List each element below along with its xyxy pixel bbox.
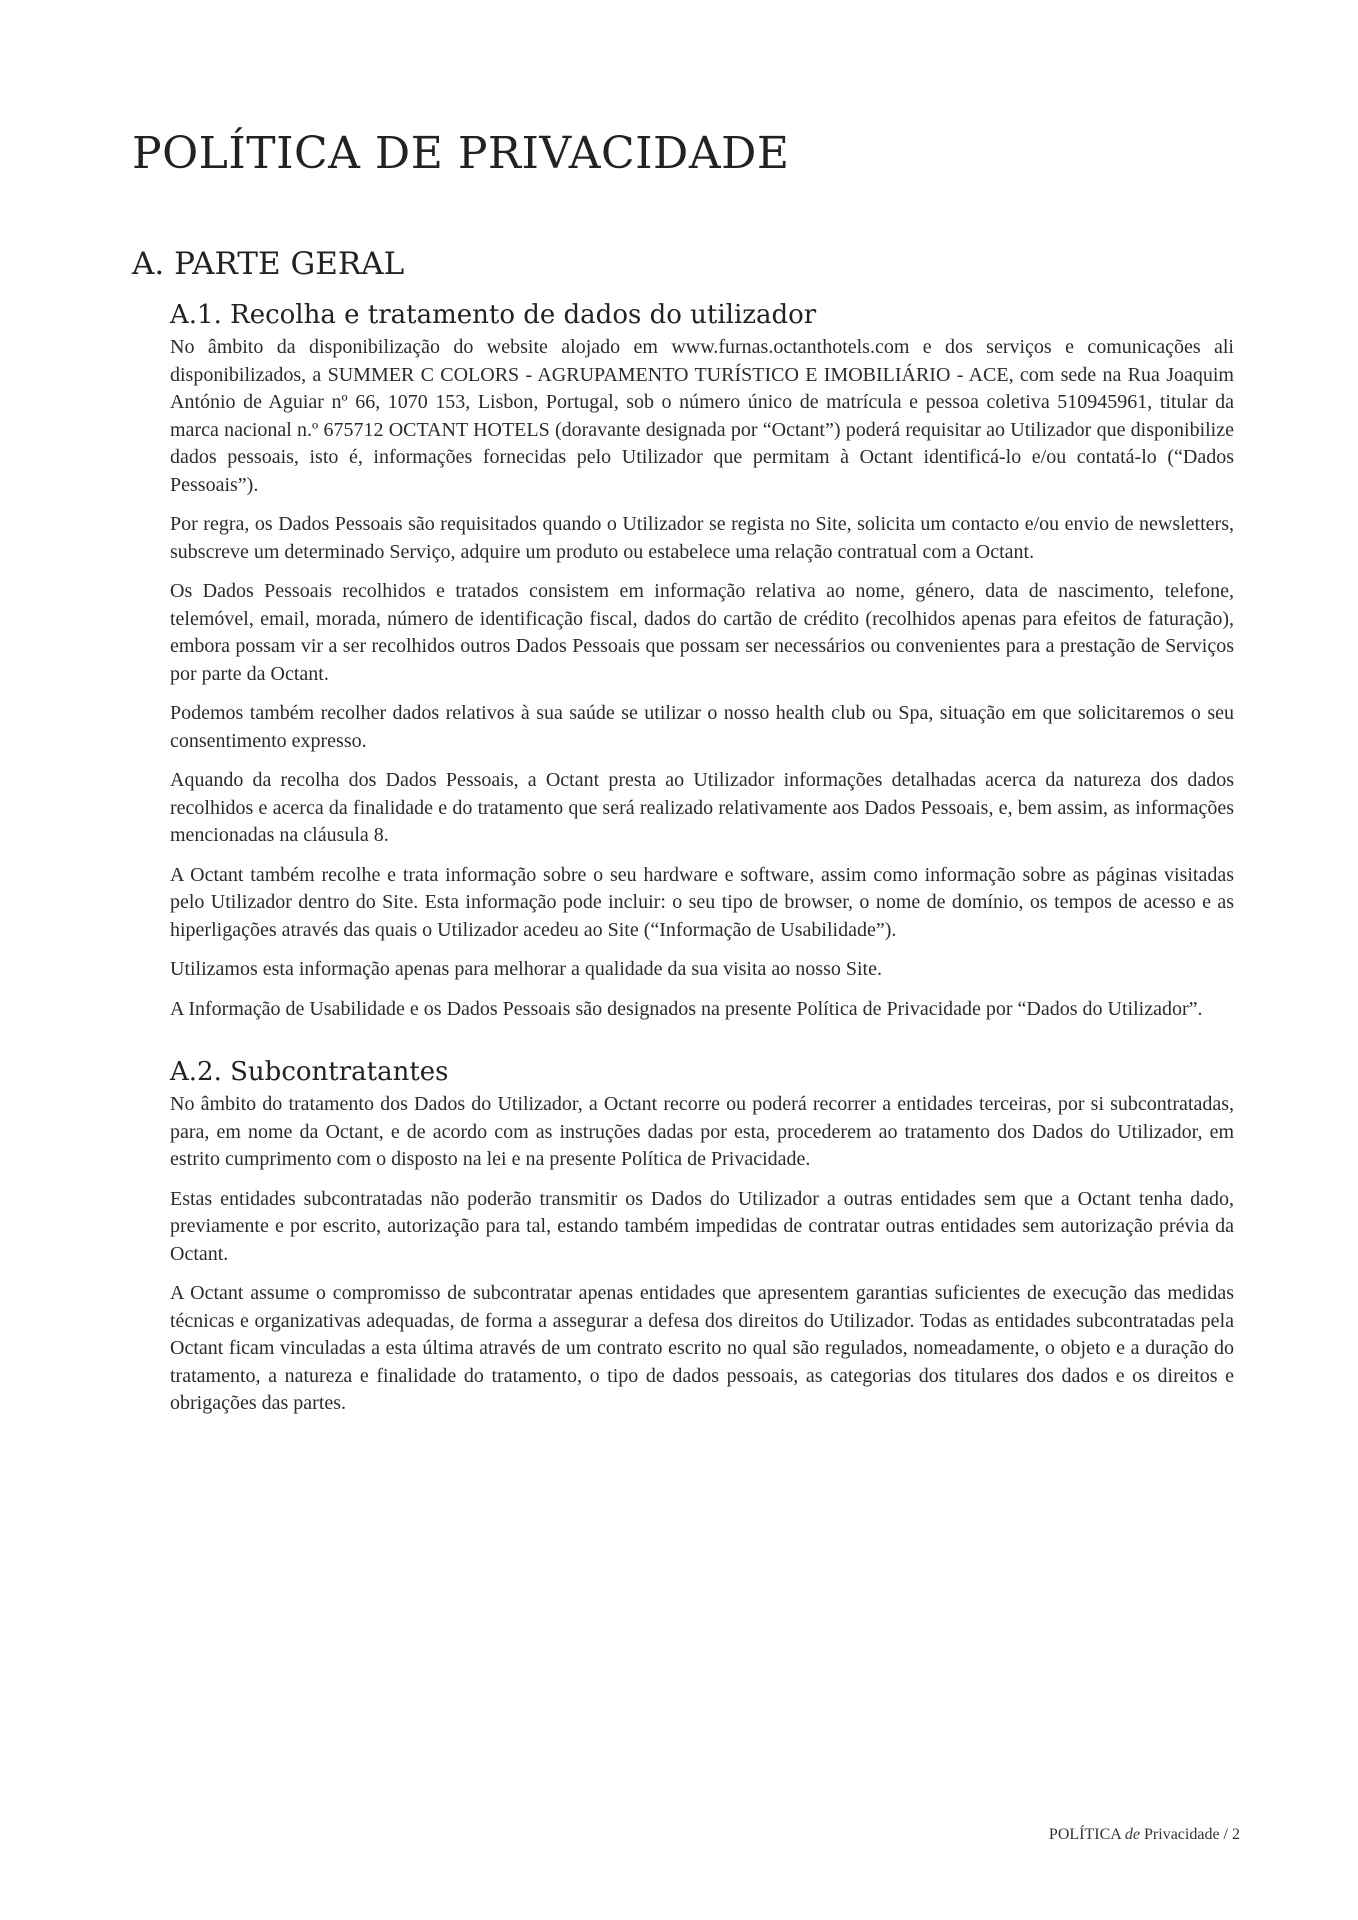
page-title: POLÍTICA DE PRIVACIDADE bbox=[132, 128, 790, 179]
footer-prefix: POLÍTICA bbox=[1048, 1826, 1125, 1843]
subsection-recolha-tratamento bbox=[170, 300, 1234, 1023]
subsection-heading: A.2. Subcontratantes bbox=[170, 1057, 449, 1087]
paragraph: No âmbito do tratamento dos Dados do Utilizador, a Octant recorre ou poderá recorrer a entidades terceiras, por si subcontratadas, para, em nome da Octant, e de acordo com as instruções dadas por esta, procederem ao tratamento dos Dados do Utilizador, em estrito cumprimento com o disposto na lei e na presente Política de Privacidade. bbox=[170, 1093, 1234, 1170]
paragraph: Utilizamos esta informação apenas para melhorar a qualidade da sua visita ao nosso Site. bbox=[170, 958, 882, 980]
footer-italic: de bbox=[1124, 1826, 1141, 1843]
paragraph: Os Dados Pessoais recolhidos e tratados consistem em informação relativa ao nome, género, data de nascimento, telefone, telemóvel, email, morada, número de identificação fiscal, dados do cartão de crédito (recolhidos apenas para efeitos de faturação), embora possam vir a ser recolhidos outros Dados Pessoais que possam ser necessários ou convenientes para a prestação de Serviços por parte da Octant. bbox=[170, 580, 1234, 685]
paragraph: A Informação de Usabilidade e os Dados Pessoais são designados na presente Política de Privacidade por “Dados do Utilizador”. bbox=[170, 997, 1203, 1020]
paragraph: A Octant assume o compromisso de subcontratar apenas entidades que apresentem garantias suficientes de execução das medidas técnicas e organizativas adequadas, de forma a assegurar a defesa dos direitos do Utilizador. Todas as entidades subcontratadas pela Octant ficam vinculadas a esta última através de um contrato escrito no qual são regulados, nomeadamente, o objeto e a duração do tratamento, a natureza e finalidade do tratamento, o tipo de dados pessoais, as categorias dos titulares dos dados e os direitos e obrigações das partes. bbox=[170, 1282, 1234, 1414]
paragraph: A Octant também recolhe e trata informação sobre o seu hardware e software, assim como informação sobre as páginas visitadas pelo Utilizador dentro do Site. Esta informação pode incluir: o seu tipo de browser, o nome de domínio, os tempos de acesso e as hiperligações através das quais o Utilizador acedeu ao Site (“Informação de Usabilidade”). bbox=[170, 863, 1234, 941]
section-heading-parte-geral: A. PARTE GERAL bbox=[132, 246, 405, 282]
paragraph: Podemos também recolher dados relativos à sua saúde se utilizar o nosso health club ou Spa, situação em que solicitaremos o seu consentimento expresso. bbox=[170, 702, 1234, 752]
page-footer bbox=[1049, 1826, 1240, 1844]
subsection-subcontratantes bbox=[170, 1057, 1234, 1418]
page-number: 2 bbox=[1232, 1826, 1240, 1843]
footer-suffix: Privacidade / bbox=[1140, 1826, 1232, 1843]
document-body bbox=[170, 300, 1234, 1430]
paragraph: Aquando da recolha dos Dados Pessoais, a Octant presta ao Utilizador informações detalhadas acerca da natureza dos dados recolhidos e acerca da finalidade e do tratamento que será realizado relativamente aos Dados Pessoais, e, bem assim, as informações mencionadas na cláusula 8. bbox=[170, 769, 1234, 846]
subsection-heading: A.1. Recolha e tratamento de dados do utilizador bbox=[170, 300, 817, 330]
paragraph: Estas entidades subcontratadas não poderão transmitir os Dados do Utilizador a outras entidades sem que a Octant tenha dado, previamente e por escrito, autorização para tal, estando também impedidas de contratar outras entidades sem autorização prévia da Octant. bbox=[170, 1187, 1234, 1265]
paragraph: No âmbito da disponibilização do website alojado em www.furnas.octanthotels.com e dos serviços e comunicações ali disponibilizados, a SUMMER C COLORS - AGRUPAMENTO TURÍSTICO E IMOBILIÁRIO - ACE, com sede na Rua Joaquim António de Aguiar nº 66, 1070 153, Lisbon, Portugal, sob o número único de matrícula e pessoa coletiva 510945961, titular da marca nacional n.º 675712 OCTANT HOTELS (doravante designada por “Octant”) poderá requisitar ao Utilizador que disponibilize dados pessoais, isto é, informações fornecidas pelo Utilizador que permitam à Octant identificá-lo e/ou contatá-lo (“Dados Pessoais”). bbox=[170, 336, 1234, 496]
paragraph: Por regra, os Dados Pessoais são requisitados quando o Utilizador se regista no Site, solicita um contacto e/ou envio de newsletters, subscreve um determinado Serviço, adquire um produto ou estabelece uma relação contratual com a Octant. bbox=[170, 513, 1234, 563]
